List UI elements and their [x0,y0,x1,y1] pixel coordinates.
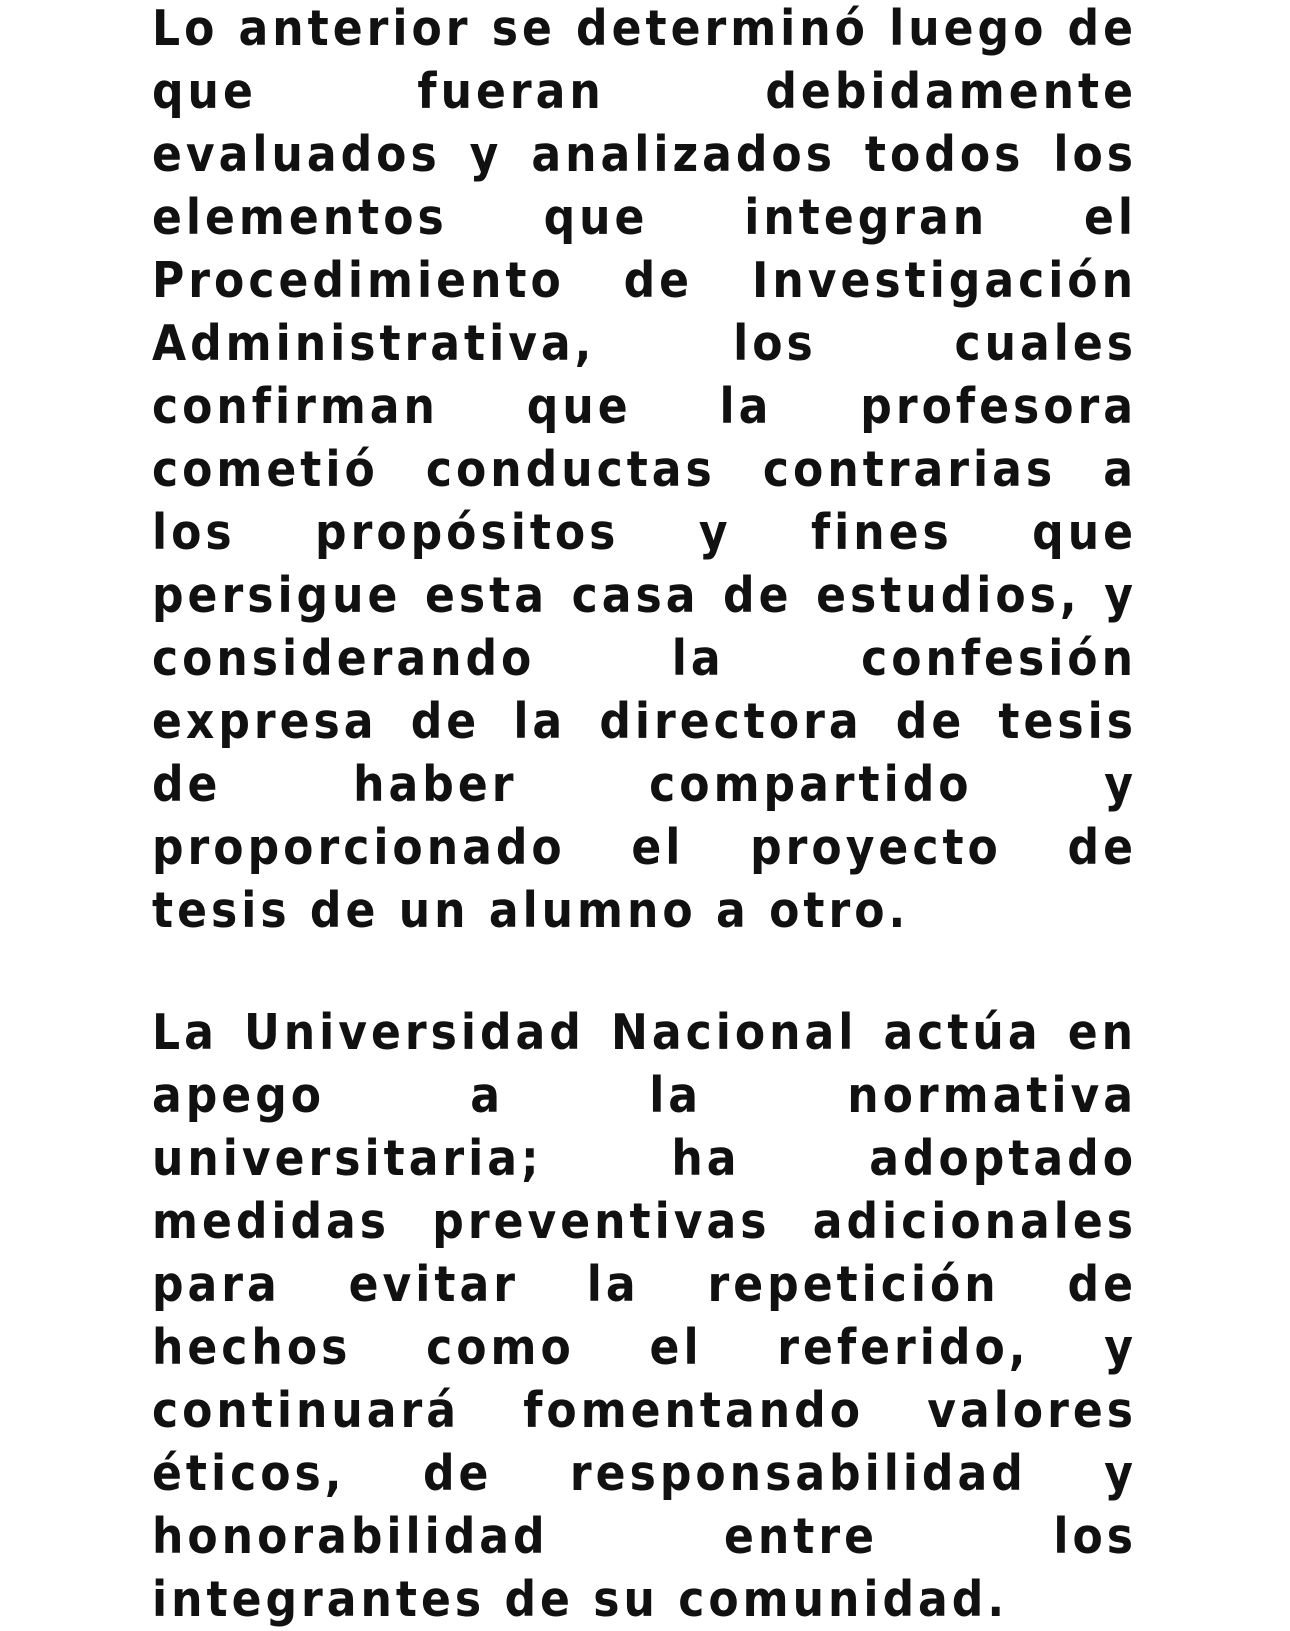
document-body [152,0,1137,1631]
paragraph-determination: Lo anterior se determinó luego de que fueran debidamente evaluados y analizados todos los elementos que integran el Procedimiento de Investigación Administrativa, los cuales confirman que la profesora cometió conductas contrarias a los propósitos y fines que persigue esta casa de estudios, y considerando la confesión expresa de la directora de tesis de haber compartido y proporcionado el proyecto de tesis de un alumno a otro. [152,0,1137,939]
paragraph-university-statement: La Universidad Nacional actúa en apego a la normativa universitaria; ha adoptado medidas preventivas adicionales para evitar la repetición de hechos como el referido, y continuará fomentando valores éticos, de responsabilidad y honorabilidad entre los integrantes de su comunidad. [152,1004,1137,1628]
